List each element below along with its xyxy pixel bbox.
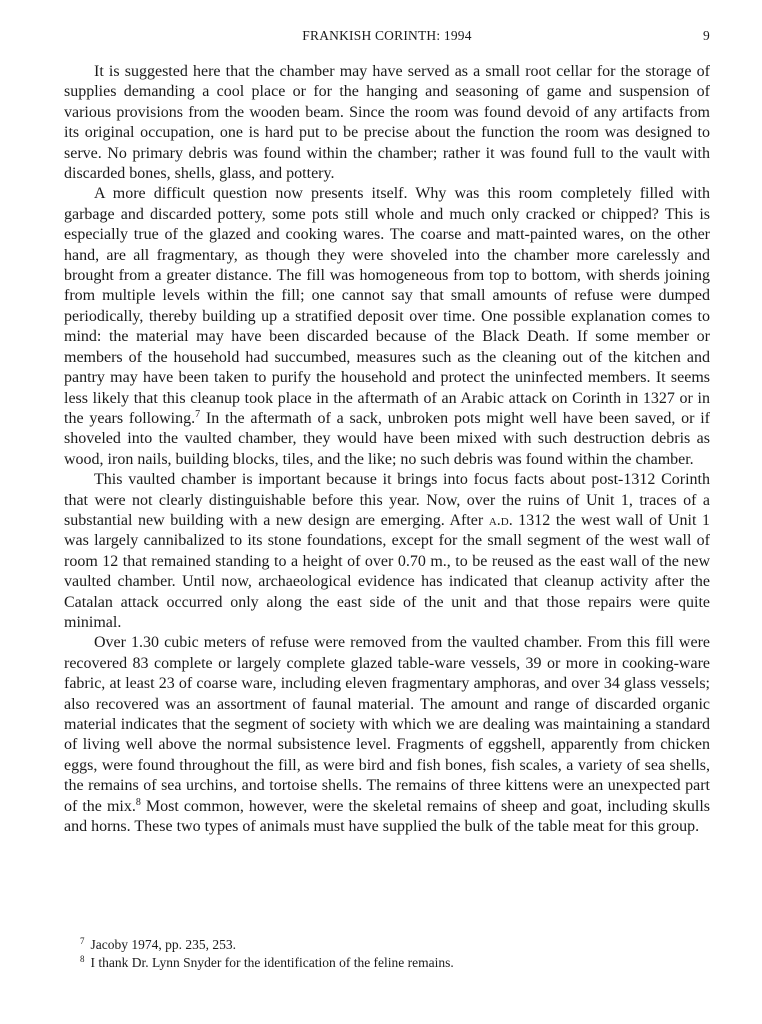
page-number: 9 (703, 28, 710, 43)
page (64, 28, 710, 837)
paragraph-4-text-b: Most common, however, were the skeletal remains of sheep and goat, including skulls and horns. These two types of animals must have supplied the bulk of the table meat for this group. (64, 797, 711, 836)
footnote-8 (80, 954, 680, 972)
footnote-number: 8 (80, 954, 85, 964)
paragraph-4 (64, 633, 710, 837)
footnote-text: I thank Dr. Lynn Snyder for the identification of the feline remains. (90, 955, 454, 970)
footnote-number: 7 (80, 936, 85, 946)
running-header (64, 28, 710, 52)
paragraph-4-text-a: Over 1.30 cubic meters of refuse were removed from the vaulted chamber. From this fill were recovered 83 complete or largely complete glazed table-ware vessels, 39 or more in cooking-ware fabric, at least 23 of coarse ware, including eleven fragmentary amphoras, and over 34 glass vessels; also recovered was an assortment of faunal material. The amount and range of discarded organic material indicates that the segment of society with which we are dealing was maintaining a standard of living well above the normal subsistence level. Fragments of eggshell, apparently from chicken eggs, were found throughout the fill, as were bird and fish bones, fish scales, a variety of sea shells, the remains of sea urchins, and tortoise shells. The remains of three kittens were an unexpected part of the mix. (64, 634, 710, 815)
footnote-text: Jacoby 1974, pp. 235, 253. (90, 937, 236, 952)
paragraph-1: It is suggested here that the chamber may have served as a small root cellar for the storage of supplies demanding a cool place or for the hanging and seasoning of game and suspension of various provisions from the wooden beam. Since the room was found devoid of any artifacts from its original occupation, one is hard put to be precise about the function the room was designed to serve. No primary debris was found within the chamber; rather it was found full to the vault with discarded bones, shells, glass, and pottery. (64, 63, 710, 183)
paragraph-3 (64, 470, 710, 633)
footnote-7 (80, 936, 680, 954)
paragraph-2 (64, 184, 710, 470)
running-title: FRANKISH CORINTH: 1994 (302, 28, 472, 43)
body-text (64, 62, 710, 837)
paragraph-3-text-a: This vaulted chamber is important because it brings into focus facts about post-1312 Corinth that were not clearly distinguishable before this year. Now, over the ruins of Unit 1, traces of a substantial new building with a new design are emerging. After (64, 471, 710, 529)
paragraph-2-text-b: In the aftermath of a sack, unbroken pots might well have been saved, or if shoveled into the vaulted chamber, they would have been mixed with such destruction debris as wood, iron nails, building blocks, tiles, and the like; no such debris was found within the chamber. (64, 409, 711, 468)
footnote-ref-7[interactable]: 7 (195, 408, 201, 420)
footnote-ref-8[interactable]: 8 (135, 796, 141, 808)
era-abbreviation: a.d. (488, 511, 513, 529)
paragraph-3-text-b: 1312 the west wall of Unit 1 was largely cannibalized to its stone foundations, except for the small segment of the west wall of room 12 that remained standing to a height of over 0.70 m., to be reused as the east wall of the new vaulted chamber. Until now, archaeological evidence has indicated that cleanup activity after the Catalan attack occurred only along the east side of the unit and that those repairs were quite minimal. (64, 511, 711, 631)
paragraph-2-text: A more difficult question now presents itself. Why was this room completely filled with garbage and discarded pottery, some pots still whole and much only cracked or chipped? This is especially true of the glazed and cooking wares. The coarse and matt-painted wares, on the other hand, are all fragmentary, as though they were shoveled into the chamber more carelessly and brought from a greater distance. The fill was homogeneous from top to bottom, with sherds joining from multiple levels within the fill; one cannot say that small amounts of refuse were dumped periodically, thereby building up a stratified deposit over time. One possible explanation comes to mind: the material may have been discarded because of the Black Death. If some member or members of the household had succumbed, measures such as the cleaning out of the kitchen and pantry may have been taken to purify the household and protect the uninfected members. It seems less likely that this cleanup took place in the aftermath of an Arabic attack on Corinth in 1327 or in the years following. (64, 185, 710, 427)
footnotes (80, 936, 680, 972)
